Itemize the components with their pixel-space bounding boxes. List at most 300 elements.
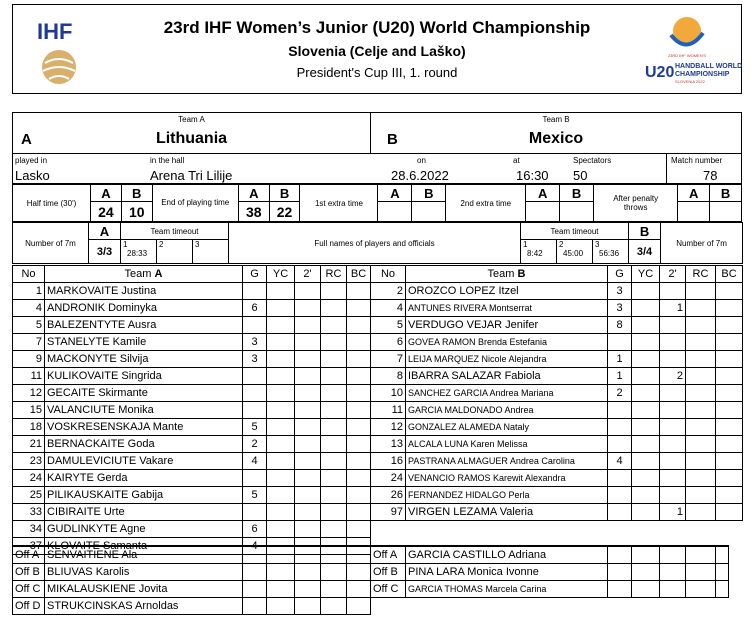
player-name: MACKONYTE Silvija xyxy=(45,351,243,368)
extra2-score-b xyxy=(560,202,594,222)
end-col-a: A xyxy=(238,185,269,202)
player-rc xyxy=(321,436,347,453)
player-name: FERNANDEZ HIDALGO Perla xyxy=(406,487,608,504)
full-names-label: Full names of players and officials xyxy=(229,223,521,264)
player-rc xyxy=(686,385,716,402)
player-rc xyxy=(321,419,347,436)
player-goals xyxy=(243,368,267,385)
official-g xyxy=(243,563,267,580)
player-yc xyxy=(267,402,295,419)
player-bc xyxy=(716,283,743,300)
table-row xyxy=(371,351,743,368)
sevenm-a-label: Number of 7m xyxy=(13,223,89,264)
penalty-col-a: A xyxy=(678,185,710,202)
player-number: 13 xyxy=(371,436,406,453)
player-bc xyxy=(716,300,743,317)
player-goals xyxy=(608,334,632,351)
official-rc xyxy=(321,563,347,580)
player-goals xyxy=(243,470,267,487)
player-rc xyxy=(321,300,347,317)
player-2min xyxy=(295,317,321,334)
col-rc: RC xyxy=(686,266,716,283)
official-2min xyxy=(660,546,686,563)
player-number: 33 xyxy=(13,504,45,521)
official-name: STRUKCINSKAS Arnoldas xyxy=(45,597,243,614)
official-yc xyxy=(632,563,660,580)
played-in-value: Lasko xyxy=(15,168,50,183)
player-yc xyxy=(632,402,660,419)
player-name: GOVEA RAMON Brenda Estefania xyxy=(406,334,608,351)
player-2min: 2 xyxy=(660,368,686,385)
player-yc xyxy=(632,334,660,351)
table-row xyxy=(13,300,371,317)
half-col-a: A xyxy=(91,185,122,202)
player-number: 24 xyxy=(371,470,406,487)
player-goals: 8 xyxy=(608,317,632,334)
table-row xyxy=(371,504,743,521)
extra1-label: 1st extra time xyxy=(300,185,378,222)
end-label: End of playing time xyxy=(152,185,238,222)
player-rc xyxy=(686,317,716,334)
player-goals: 5 xyxy=(243,419,267,436)
official-g xyxy=(608,580,632,597)
table-row xyxy=(13,385,371,402)
table-row xyxy=(13,487,371,504)
player-number: 8 xyxy=(371,368,406,385)
sevenm-table xyxy=(12,222,743,264)
extra1-score-a xyxy=(378,202,412,222)
timeout-a-3: 3 xyxy=(193,240,229,264)
official-yc xyxy=(267,597,295,614)
scores-table xyxy=(12,184,742,222)
svg-text:HANDBALL WORLD: HANDBALL WORLD xyxy=(675,63,743,70)
player-name: STANELYTE Kamile xyxy=(45,334,243,351)
player-name: VOSKRESENSKAJA Mante xyxy=(45,419,243,436)
player-yc xyxy=(267,300,295,317)
player-name: GONZALEZ ALAMEDA Nataly xyxy=(406,419,608,436)
player-yc xyxy=(267,453,295,470)
player-2min xyxy=(295,402,321,419)
played-in-label: played in xyxy=(15,156,48,165)
player-2min xyxy=(295,487,321,504)
player-goals xyxy=(608,436,632,453)
official-g xyxy=(243,546,267,563)
player-name: VALANCIUTE Monika xyxy=(45,402,243,419)
teams-row xyxy=(12,112,742,154)
official-bc xyxy=(347,597,371,614)
svg-text:CHAMPIONSHIP: CHAMPIONSHIP xyxy=(675,71,730,78)
player-2min xyxy=(660,385,686,402)
col-team-b: Team B xyxy=(406,266,608,283)
player-rc xyxy=(686,402,716,419)
player-bc xyxy=(716,368,743,385)
player-goals: 3 xyxy=(608,283,632,300)
official-row xyxy=(13,597,371,614)
player-bc xyxy=(347,283,371,300)
player-bc xyxy=(347,521,371,538)
player-yc xyxy=(267,504,295,521)
championship-logo-icon xyxy=(643,15,743,87)
official-role: Off C xyxy=(371,580,406,597)
player-rc xyxy=(686,436,716,453)
official-yc xyxy=(632,580,660,597)
player-rc xyxy=(321,385,347,402)
player-yc xyxy=(267,419,295,436)
end-score-a: 38 xyxy=(238,202,269,222)
player-yc xyxy=(632,470,660,487)
official-2min xyxy=(295,597,321,614)
official-role: Off B xyxy=(13,563,45,580)
half-score-b: 10 xyxy=(121,202,152,222)
player-2min xyxy=(660,453,686,470)
official-row xyxy=(13,546,371,563)
player-yc xyxy=(267,436,295,453)
official-rc xyxy=(686,580,716,597)
player-bc xyxy=(347,402,371,419)
official-rc xyxy=(321,580,347,597)
hall-label: in the hall xyxy=(150,156,185,165)
player-number: 97 xyxy=(371,504,406,521)
player-rc xyxy=(321,470,347,487)
player-bc xyxy=(347,317,371,334)
date-label: on xyxy=(417,156,426,165)
player-rc xyxy=(686,470,716,487)
player-goals: 2 xyxy=(243,436,267,453)
player-bc xyxy=(347,436,371,453)
player-2min xyxy=(660,419,686,436)
timeout-b-3: 3 56:36 xyxy=(593,240,629,264)
player-number: 5 xyxy=(371,317,406,334)
player-name: KULIKOVAITE Singrida xyxy=(45,368,243,385)
table-row xyxy=(371,402,743,419)
player-bc xyxy=(347,487,371,504)
penalty-score-a xyxy=(678,202,710,222)
player-goals: 3 xyxy=(243,334,267,351)
player-name: ANDRONIK Dominyka xyxy=(45,300,243,317)
player-number: 9 xyxy=(13,351,45,368)
player-number: 4 xyxy=(371,300,406,317)
player-rc xyxy=(321,487,347,504)
col-rc: RC xyxy=(321,266,347,283)
player-name: ANTUNES RIVERA Montserrat xyxy=(406,300,608,317)
half-col-b: B xyxy=(121,185,152,202)
player-bc xyxy=(716,470,743,487)
official-name: PINA LARA Monica Ivonne xyxy=(406,563,608,580)
penalty-col-b: B xyxy=(710,185,742,202)
player-rc xyxy=(321,351,347,368)
player-2min: 1 xyxy=(660,504,686,521)
player-2min xyxy=(295,504,321,521)
player-rc xyxy=(686,487,716,504)
player-2min xyxy=(660,334,686,351)
timeout-a-label: Team timeout xyxy=(121,223,229,240)
player-2min xyxy=(660,283,686,300)
team-a-officials xyxy=(12,545,371,615)
official-bc xyxy=(716,546,729,563)
col-yc: YC xyxy=(632,266,660,283)
extra2-label: 2nd extra time xyxy=(446,185,526,222)
official-bc xyxy=(347,580,371,597)
player-yc xyxy=(632,419,660,436)
player-number: 11 xyxy=(371,402,406,419)
player-2min xyxy=(295,351,321,368)
official-name: SENVAITIENE Ala xyxy=(45,546,243,563)
player-goals: 1 xyxy=(608,368,632,385)
player-rc xyxy=(321,504,347,521)
player-yc xyxy=(267,317,295,334)
hall-value: Arena Tri Lilije xyxy=(150,168,233,183)
player-2min xyxy=(295,334,321,351)
table-row xyxy=(13,521,371,538)
col-bc: BC xyxy=(716,266,743,283)
player-bc xyxy=(716,504,743,521)
penalty-score-b xyxy=(710,202,742,222)
player-name: KAIRYTE Gerda xyxy=(45,470,243,487)
timeout-a-1: 1 28:33 xyxy=(121,240,157,264)
player-number: 1 xyxy=(13,283,45,300)
player-2min xyxy=(295,385,321,402)
official-row xyxy=(371,546,729,563)
player-number: 5 xyxy=(13,317,45,334)
table-row xyxy=(371,300,743,317)
player-number: 7 xyxy=(371,351,406,368)
player-2min xyxy=(295,283,321,300)
table-row xyxy=(13,419,371,436)
player-goals: 4 xyxy=(243,538,267,555)
player-number: 24 xyxy=(13,470,45,487)
player-number: 4 xyxy=(13,300,45,317)
player-name: VIRGEN LEZAMA Valeria xyxy=(406,504,608,521)
player-bc xyxy=(716,317,743,334)
team-b-caption: Team B xyxy=(542,115,570,124)
timeout-b-2: 2 45:00 xyxy=(557,240,593,264)
table-row xyxy=(13,351,371,368)
player-2min xyxy=(660,317,686,334)
official-row xyxy=(13,580,371,597)
team-a-letter: A xyxy=(21,131,32,148)
player-goals: 2 xyxy=(608,385,632,402)
player-number: 7 xyxy=(13,334,45,351)
player-2min xyxy=(295,453,321,470)
player-yc xyxy=(632,283,660,300)
player-yc xyxy=(267,487,295,504)
player-goals: 3 xyxy=(608,300,632,317)
official-role: Off A xyxy=(13,546,45,563)
player-number: 12 xyxy=(371,419,406,436)
player-bc xyxy=(347,368,371,385)
player-rc xyxy=(321,402,347,419)
official-name: MIKALAUSKIENE Jovita xyxy=(45,580,243,597)
player-rc xyxy=(686,334,716,351)
player-name: SANCHEZ GARCIA Andrea Mariana xyxy=(406,385,608,402)
page-subtitle: Slovenia (Celje and Laško) xyxy=(288,43,466,59)
sevenm-b-value: 3/4 xyxy=(629,240,661,264)
player-goals: 4 xyxy=(243,453,267,470)
player-bc xyxy=(716,436,743,453)
venue-divider xyxy=(666,154,667,183)
player-yc xyxy=(267,470,295,487)
player-rc xyxy=(321,283,347,300)
player-goals: 4 xyxy=(608,453,632,470)
col-2min: 2' xyxy=(295,266,321,283)
time-value: 16:30 xyxy=(516,168,549,183)
col-g: G xyxy=(608,266,632,283)
player-number: 37 xyxy=(13,538,45,555)
official-name: GARCIA THOMAS Marcela Carina xyxy=(406,580,608,597)
player-bc xyxy=(716,334,743,351)
player-goals xyxy=(608,504,632,521)
player-goals: 6 xyxy=(243,521,267,538)
player-rc xyxy=(686,300,716,317)
table-row xyxy=(13,402,371,419)
table-row xyxy=(13,317,371,334)
sevenm-b-letter: B xyxy=(629,223,661,240)
table-row xyxy=(371,470,743,487)
player-goals xyxy=(243,402,267,419)
sevenm-b-label: Number of 7m xyxy=(661,223,743,264)
player-goals: 5 xyxy=(243,487,267,504)
table-row xyxy=(13,368,371,385)
player-yc xyxy=(267,334,295,351)
player-bc xyxy=(716,419,743,436)
team-b-table xyxy=(370,265,743,521)
half-time-label: Half time (30') xyxy=(13,185,91,222)
player-goals: 6 xyxy=(243,300,267,317)
official-role: Off B xyxy=(371,563,406,580)
official-2min xyxy=(660,580,686,597)
player-number: 21 xyxy=(13,436,45,453)
player-2min: 1 xyxy=(660,300,686,317)
col-yc: YC xyxy=(267,266,295,283)
svg-text:SLOVENIA 2022: SLOVENIA 2022 xyxy=(675,79,705,84)
player-yc xyxy=(632,368,660,385)
timeout-a-2: 2 xyxy=(157,240,193,264)
half-score-a: 24 xyxy=(91,202,122,222)
player-name: GECAITE Skirmante xyxy=(45,385,243,402)
player-yc xyxy=(632,351,660,368)
col-bc: BC xyxy=(347,266,371,283)
player-goals xyxy=(243,504,267,521)
official-bc xyxy=(347,563,371,580)
player-name: PASTRANA ALMAGUER Andrea Carolina xyxy=(406,453,608,470)
team-b-name: Mexico xyxy=(528,130,584,147)
player-2min xyxy=(660,487,686,504)
player-2min xyxy=(295,419,321,436)
player-bc xyxy=(347,351,371,368)
time-label: at xyxy=(513,156,520,165)
player-rc xyxy=(321,521,347,538)
player-rc xyxy=(686,283,716,300)
official-g xyxy=(608,546,632,563)
player-bc xyxy=(347,470,371,487)
player-name: KLOVAITE Samanta xyxy=(45,538,243,555)
player-2min xyxy=(660,470,686,487)
col-no: No xyxy=(371,266,406,283)
player-number: 2 xyxy=(371,283,406,300)
svg-text:23RD IHF WOMEN'S: 23RD IHF WOMEN'S xyxy=(667,53,707,58)
player-rc xyxy=(686,351,716,368)
player-yc xyxy=(267,385,295,402)
player-goals: 1 xyxy=(608,351,632,368)
player-2min xyxy=(295,300,321,317)
official-rc xyxy=(321,597,347,614)
player-yc xyxy=(267,368,295,385)
player-number: 34 xyxy=(13,521,45,538)
player-yc xyxy=(632,436,660,453)
player-bc xyxy=(347,385,371,402)
player-yc xyxy=(632,504,660,521)
player-rc xyxy=(686,419,716,436)
end-col-b: B xyxy=(269,185,300,202)
timeout-b-1: 1 8:42 xyxy=(521,240,557,264)
venue-row xyxy=(12,153,742,184)
player-number: 16 xyxy=(371,453,406,470)
extra2-col-a: A xyxy=(526,185,560,202)
official-role: Off A xyxy=(371,546,406,563)
table-row xyxy=(13,453,371,470)
player-bc xyxy=(716,351,743,368)
player-rc xyxy=(321,368,347,385)
player-rc xyxy=(321,334,347,351)
match-number-label: Match number xyxy=(671,156,723,165)
player-goals xyxy=(243,385,267,402)
table-row xyxy=(371,283,743,300)
table-row xyxy=(13,504,371,521)
player-2min xyxy=(660,436,686,453)
player-name: BERNACKAITE Goda xyxy=(45,436,243,453)
extra1-score-b xyxy=(412,202,446,222)
player-name: BALEZENTYTE Ausra xyxy=(45,317,243,334)
date-value: 28.6.2022 xyxy=(391,168,449,183)
player-number: 18 xyxy=(13,419,45,436)
player-bc xyxy=(347,453,371,470)
extra2-score-a xyxy=(526,202,560,222)
player-name: OROZCO LOPEZ Itzel xyxy=(406,283,608,300)
player-rc xyxy=(686,368,716,385)
player-name: VERDUGO VEJAR Jenifer xyxy=(406,317,608,334)
round-label: President's Cup III, 1. round xyxy=(296,65,458,80)
official-bc xyxy=(347,546,371,563)
page-title: 23rd IHF Women’s Junior (U20) World Championship xyxy=(163,18,591,37)
player-bc xyxy=(716,402,743,419)
official-2min xyxy=(660,563,686,580)
official-2min xyxy=(295,546,321,563)
player-name: GUDLINKYTE Agne xyxy=(45,521,243,538)
timeout-b-label: Team timeout xyxy=(521,223,629,240)
official-yc xyxy=(267,580,295,597)
player-goals xyxy=(608,487,632,504)
penalty-label: After penalty throws xyxy=(594,185,678,222)
table-row xyxy=(371,385,743,402)
official-name: GARCIA CASTILLO Adriana xyxy=(406,546,608,563)
table-row xyxy=(13,283,371,300)
extra2-col-b: B xyxy=(560,185,594,202)
end-score-b: 22 xyxy=(269,202,300,222)
player-name: CIBIRAITE Urte xyxy=(45,504,243,521)
sevenm-a-letter: A xyxy=(89,223,121,240)
player-goals xyxy=(608,402,632,419)
player-bc xyxy=(716,385,743,402)
player-yc xyxy=(632,487,660,504)
player-number: 23 xyxy=(13,453,45,470)
team-a-name: Lithuania xyxy=(155,130,228,147)
table-row xyxy=(371,419,743,436)
official-yc xyxy=(267,563,295,580)
player-number: 25 xyxy=(13,487,45,504)
player-yc xyxy=(267,283,295,300)
player-goals: 3 xyxy=(243,351,267,368)
svg-text:IHF: IHF xyxy=(37,19,73,44)
